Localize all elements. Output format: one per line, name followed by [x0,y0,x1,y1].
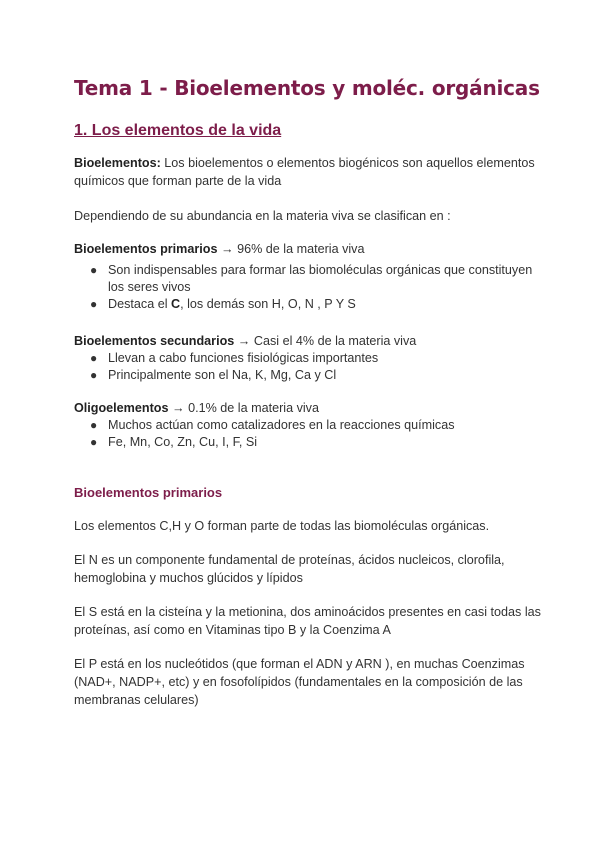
list-item [74,350,544,367]
primary-desc: 96% de la materia viva [237,242,365,256]
primary-term: Bioelementos primarios [74,242,218,256]
list-item [74,296,544,313]
list-item-text: Fe, Mn, Co, Zn, Cu, I, F, Si [108,435,258,449]
abundance-text: Dependiendo de su abundancia en la materia viva se clasifican en : [74,209,451,223]
bullet-icon: ● [90,297,98,311]
paragraph-text: Los elementos C,H y O forman parte de todas las biomoléculas orgánicas. [74,519,490,533]
list-item-text: Principalmente son el Na, K, Mg, Ca y Cl [108,368,337,382]
list-item-text: Muchos actúan como catalizadores en la reacciones químicas [108,418,455,432]
page-title: Tema 1 - Bioelementos y moléc. orgánicas [74,76,540,100]
bullet-icon: ● [90,263,98,277]
paragraph [74,603,544,639]
subsection-heading-primarios: Bioelementos primarios [74,485,223,500]
bullet-icon: ● [90,351,98,365]
list-item-text: Destaca el [108,297,171,311]
oligo-term: Oligoelementos [74,401,169,415]
list-item-text: Son indispensables para formar las biomoléculas orgánicas que constituyen los seres vivos [108,263,533,294]
secondary-desc: Casi el 4% de la materia viva [253,334,417,348]
paragraph [74,655,544,709]
list-item-text: Llevan a cabo funciones fisiológicas importantes [108,351,379,365]
carbon-symbol: C [171,297,181,311]
arrow-glyph: → [168,401,189,415]
list-item [74,367,544,384]
section-heading-elementos: 1. Los elementos de la vida [74,122,282,139]
arrow-glyph: → [217,242,238,256]
definition-text: Los bioelementos o elementos biogénicos son aquellos elementos químicos que forman parte de la vida [74,156,535,188]
primary-group [74,240,544,313]
list-item [74,417,544,434]
definition-paragraph [74,154,544,190]
paragraph [74,517,544,535]
secondary-term: Bioelementos secundarios [74,334,235,348]
oligo-desc: 0.1% de la materia viva [188,401,319,415]
oligo-group [74,399,544,451]
bullet-icon: ● [90,435,98,449]
bullet-icon: ● [90,368,98,382]
list-item [74,434,544,451]
definition-term: Bioelementos: [74,156,161,170]
list-item-text: , los demás son H, O, N , P Y S [180,297,356,311]
secondary-group [74,332,544,384]
paragraph [74,551,544,587]
list-item [74,262,544,296]
paragraph-text: El N es un componente fundamental de proteínas, ácidos nucleicos, clorofila, hemoglobina y muchos glúcidos y lípidos [74,553,505,585]
bullet-icon: ● [90,418,98,432]
arrow-glyph: → [234,334,254,348]
abundance-paragraph [74,207,544,225]
paragraph-text: El P está en los nucleótidos (que forman el ADN y ARN ), en muchas Coenzimas (NAD+, NADP+, etc) y en fosofolípidos (fundamentales en la composición de las membranas celulares) [74,657,525,707]
paragraph-text: El S está en la cisteína y la metionina, dos aminoácidos presentes en casi todas las proteínas, así como en Vitaminas tipo B y la Coenzima A [74,605,541,637]
